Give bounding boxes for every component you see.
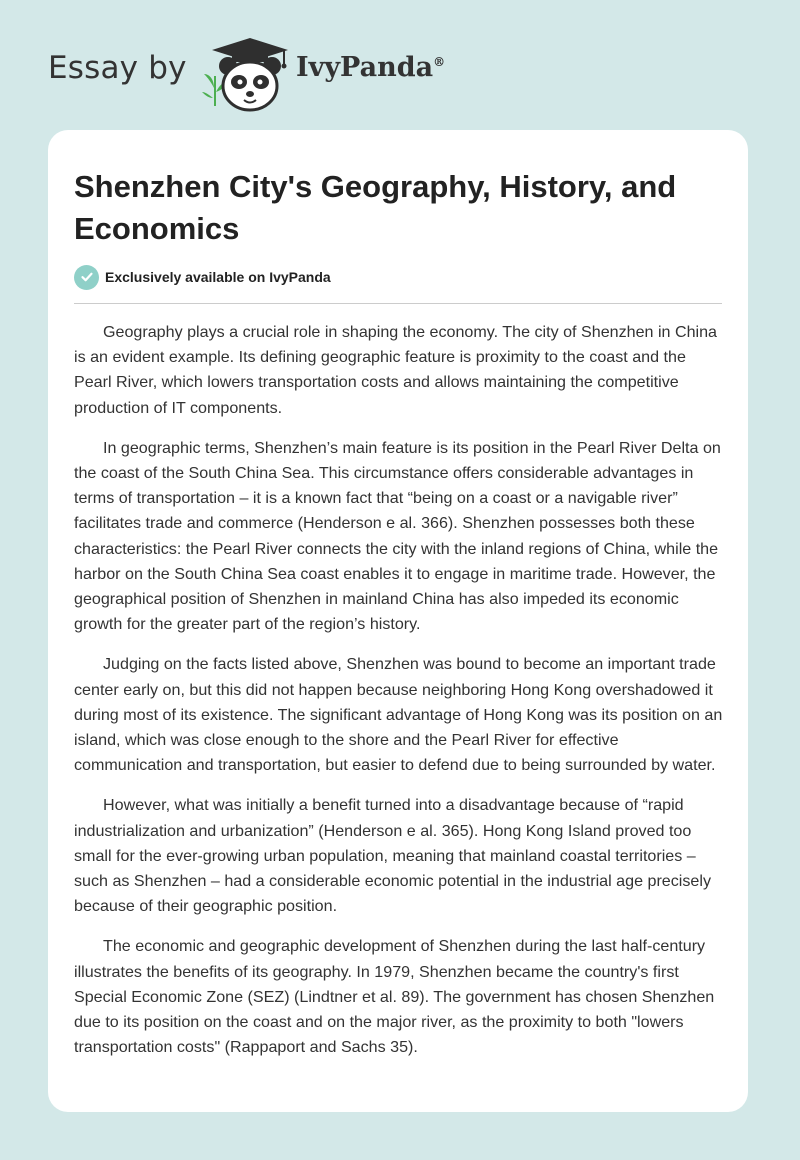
exclusive-badge-label: Exclusively available on IvyPanda: [105, 269, 331, 285]
paragraph: Judging on the facts listed above, Shenzhen was bound to become an important trade center early on, but this did not happen because neighboring Hong Kong overshadowed it during most of its existence. The significant advantage of Hong Kong was its position on an island, which was close enough to the shore and the Pearl River for effective communication and transportation, but easier to defend due to being surrounded by water.: [74, 655, 723, 775]
essay-by-label: Essay by: [48, 50, 187, 86]
page-title: Shenzhen City's Geography, History, and Economics: [74, 169, 677, 246]
exclusive-badge: [74, 264, 331, 290]
paragraph: However, what was initially a benefit turned into a disadvantage because of “rapid industrialization and urbanization” (Henderson e al. 365). Hong Kong Island proved too small for the ever-growing urban population, meaning that mainland coastal territories – such as Shenzhen – had a considerable economic potential in the industrial age precisely because of their geographic position.: [74, 796, 711, 916]
brand-name[interactable]: [296, 52, 445, 83]
check-circle-icon: [74, 265, 99, 290]
registered-mark: ®: [433, 55, 446, 69]
article-body: [74, 320, 726, 1075]
panda-graduate-logo-icon[interactable]: [200, 36, 300, 112]
paragraph: Geography plays a crucial role in shaping the economy. The city of Shenzhen in China is an evident example. Its defining geographic feature is proximity to the coast and the Pearl River, which lowers transportation costs and allows maintaining the competitive production of IT components.: [74, 323, 718, 417]
article-card: [48, 130, 748, 1112]
paragraph: In geographic terms, Shenzhen’s main feature is its position in the Pearl River Delta on the coast of the South China Sea. This circumstance offers considerable advantages in terms of transportation – it is a known fact that “being on a coast or a navigable river” facilitates trade and commerce (Henderson e al. 366). Shenzhen possesses both these characteristics: the Pearl River connects the city with the inland regions of China, while the harbor on the South China Sea coast enables it to engage in maritime trade. However, the geographical position of Shenzhen in mainland China has also impeded its economic growth for the greater part of the region’s history.: [74, 438, 721, 634]
paragraph: The economic and geographic development of Shenzhen during the last half-century illustrates the benefits of its geography. In 1979, Shenzhen became the country's first Special Economic Zone (SEZ) (Lindtner et al. 89). The government has chosen Shenzhen due to its position on the coast and on the major river, as the proximity to both "lowers transportation costs" (Rappaport and Sachs 35).: [74, 937, 715, 1057]
brand-name-text: IvyPanda: [296, 52, 434, 83]
site-header: [0, 0, 800, 130]
divider: [74, 303, 722, 304]
